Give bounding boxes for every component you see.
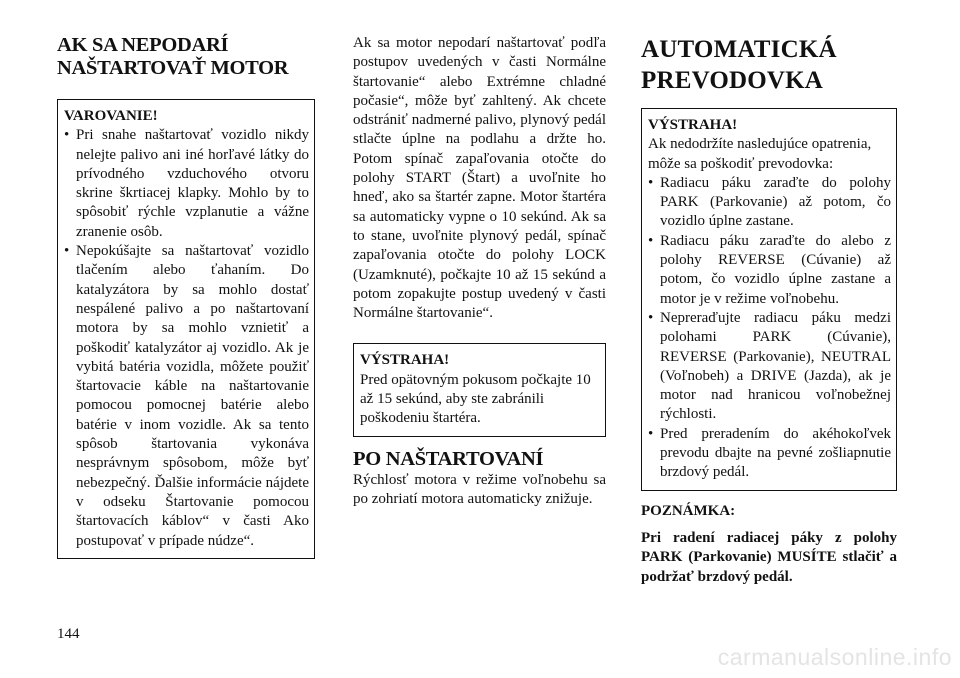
- warning-box-start-fuel: [57, 99, 315, 559]
- flooded-engine-paragraph: Ak sa motor nepodarí naštartovať podľa postupov uvedených v časti Normálne štartovanie“ alebo Extrémne chladné počasie“, môže byť zahltený. Ak chcete odstrániť nadmerné palivo, plynový pedál stlačte úplne na podlahu a držte ho. Potom spínač zapaľovania otočte do polohy START (Štart) a uvoľnite ho hneď, ako sa štartér zapne. Motor štartéra sa automaticky vypne o 10 sekúnd. Ak sa to stane, uvoľnite plynový pedál, spínač zapaľovania otočte do polohy LOCK (Uzamknuté), počkajte 10 až 15 sekúnd a potom zopakujte postup uvedený v časti Normálne štartovanie“.: [353, 35, 606, 322]
- watermark: carmanualsonline.info: [717, 644, 952, 670]
- warning-item: • Pred preradením do akéhokoľvek prevodu dbajte na pevné zošliapnutie brzdový pedál.: [648, 425, 891, 483]
- warning-item: • Radiacu páku zaraďte do alebo z polohy REVERSE (Cúvanie) až potom, čo vozidlo úplne zastane a motor je v režime voľnobehu.: [648, 232, 891, 309]
- warning-box-transmission: [641, 108, 897, 491]
- section-heading-engine-fails: [57, 34, 315, 80]
- column-middle: [353, 34, 606, 509]
- warning-list: [648, 174, 891, 483]
- column-left: [57, 34, 315, 559]
- idle-speed-paragraph: Rýchlosť motora v režime voľnobehu sa po zohriatí motora automaticky znižuje.: [353, 471, 606, 507]
- warning-intro: Ak nedodržíte nasledujúce opatrenia, môže sa poškodiť prevodovka:: [648, 136, 872, 172]
- column-right: [641, 34, 897, 587]
- heading-line: AUTOMATICKÁ: [641, 36, 837, 63]
- warning-item: • Pri snahe naštartovať vozidlo nikdy nelejte palivo ani iné horľavé látky do prívodného vzduchového otvoru skrine škrtiacej klapky. Mohlo by to spôsobiť rýchle vzplanutie a vážne zranenie osôb.: [64, 126, 309, 242]
- warning-item: • Radiacu páku zaraďte do polohy PARK (Parkovanie) až potom, čo vozidlo úplne zastane.: [648, 174, 891, 232]
- note-title: POZNÁMKA:: [641, 502, 736, 519]
- section-heading-automatic-transmission: [641, 34, 897, 96]
- heading-line: NAŠTARTOVAŤ MOTOR: [57, 57, 289, 79]
- heading-line: AK SA NEPODARÍ: [57, 34, 229, 56]
- warning-item: • Nepokúšajte sa naštartovať vozidlo tlačením alebo ťahaním. Do katalyzátora by sa mohlo dostať nespálené palivo a po naštartovaní motora by sa mohlo vznietiť a poškodiť katalyzátor aj vozidlo. Ak je vybitá batéria vozidla, môžete použiť štartovacie káble na naštartovanie pomocou pomocnej batérie alebo batérie v inom vozidle. Ak sa tento spôsob štartovania vykonáva nesprávnym spôsobom, môže byť nebezpečný. Ďalšie informácie nájdete v odseku Štartovanie pomocou štartovacích káblov“ v časti Ako postupovať v prípade núdze“.: [64, 242, 309, 551]
- warning-text: Pred opätovným pokusom počkajte 10 až 15 sekúnd, aby ste zabránili poškodeniu štartéra.: [360, 371, 591, 427]
- section-heading-after-start: PO NAŠTARTOVANÍ: [353, 447, 544, 470]
- warning-list: [64, 126, 309, 551]
- note-text: Pri radení radiacej páky z polohy PARK (Parkovanie) MUSÍTE stlačiť a podržať brzdový pedál.: [641, 529, 897, 585]
- warning-item: • Nepreraďujte radiacu páku medzi polohami PARK (Cúvanie), REVERSE (Parkovanie), NEUTRAL (Voľnobeh) a DRIVE (Jazda), ak je motor nad hranicou voľnobežnej rýchlosti.: [648, 309, 891, 425]
- warning-title: VÝSTRAHA!: [648, 117, 738, 133]
- heading-line: PREVODOVKA: [641, 67, 824, 94]
- page-number: 144: [57, 626, 80, 642]
- warning-title: VAROVANIE!: [64, 108, 158, 124]
- warning-title: VÝSTRAHA!: [360, 352, 450, 369]
- warning-box-starter: [353, 343, 606, 436]
